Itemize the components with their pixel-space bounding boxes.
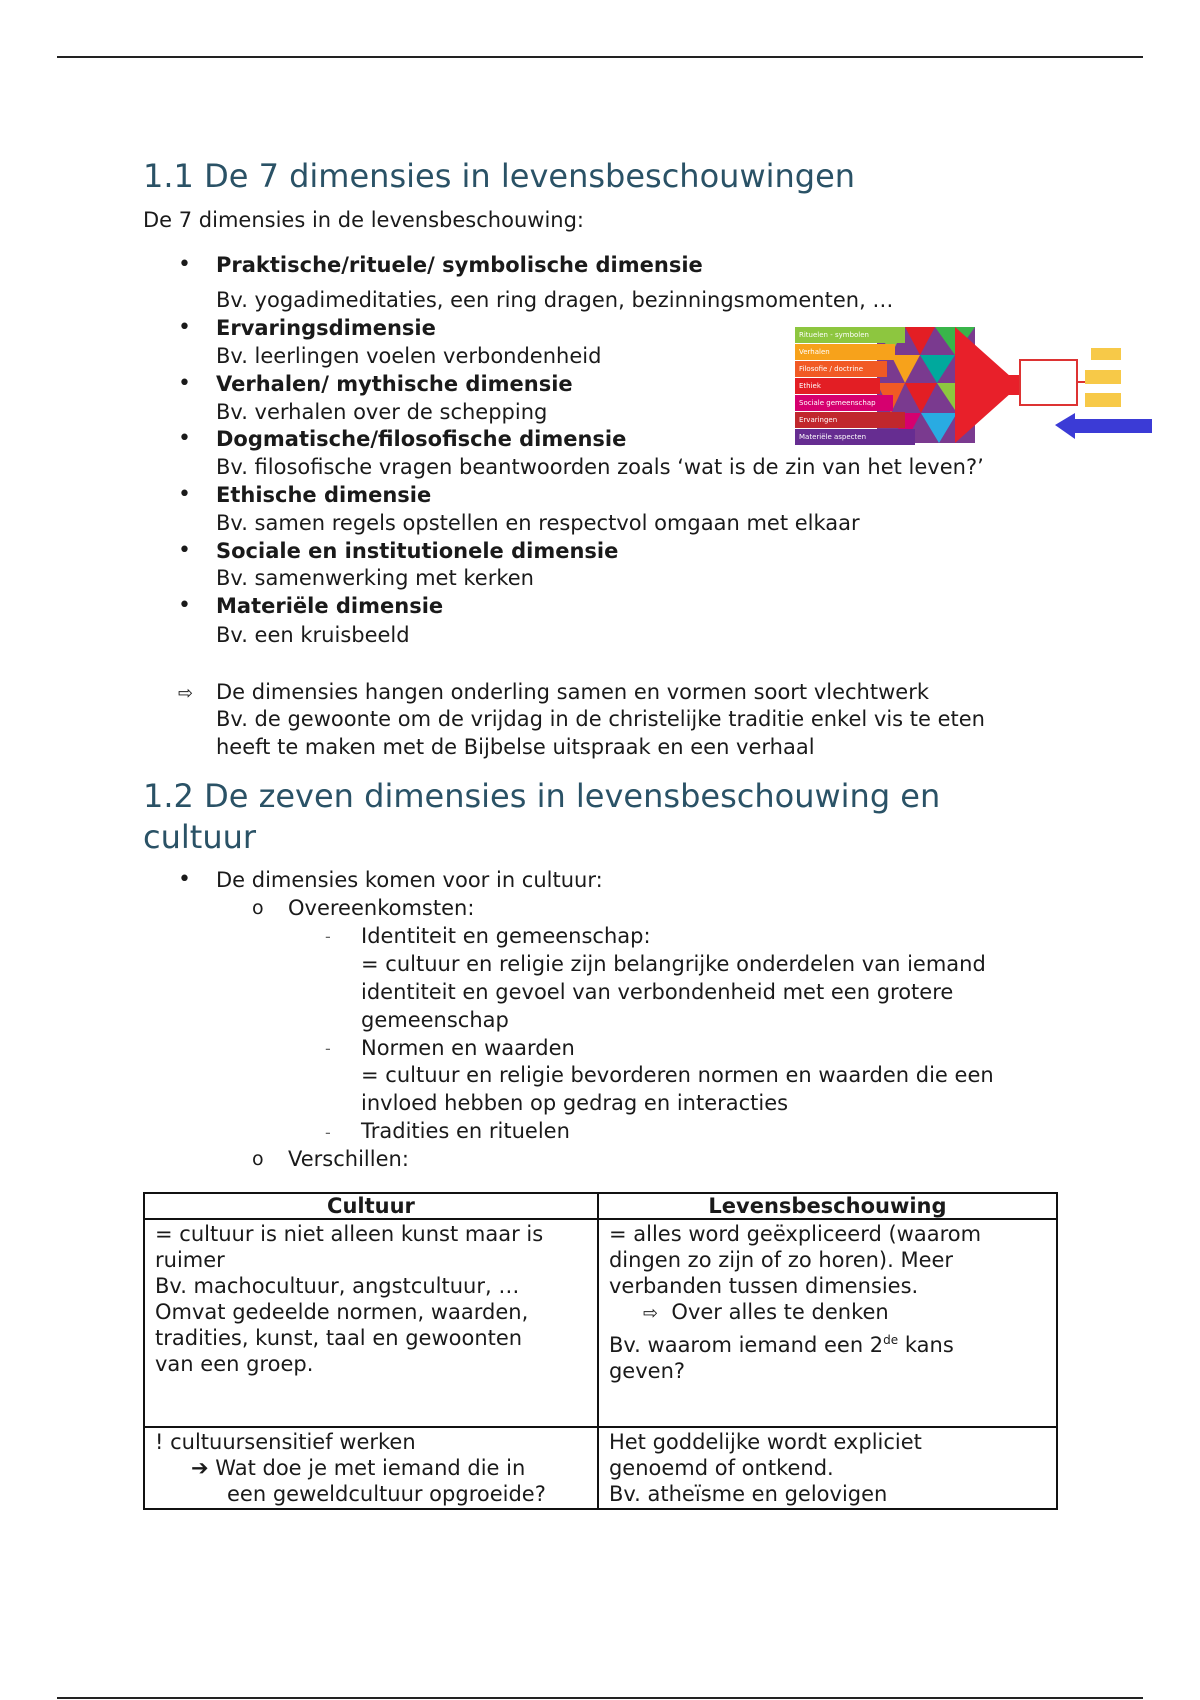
cell-line: verbanden tussen dimensies. xyxy=(608,1274,919,1298)
cell-line: van een groep. xyxy=(155,1352,314,1376)
diagram-label: Ethiek xyxy=(795,378,880,394)
cell-line: = alles word geëxpliceerd (waarom xyxy=(608,1222,982,1246)
cell-line: ! cultuursensitief werken xyxy=(155,1430,416,1454)
cell-line: een geweldcultuur opgroeide? xyxy=(227,1482,546,1506)
comparison-table xyxy=(143,1192,1058,1510)
diagram-label: Sociale gemeenschap xyxy=(795,395,893,411)
bullet-dot: • xyxy=(178,426,191,451)
ordinal-suffix: de xyxy=(883,1333,899,1347)
diagram-label: Filosofie / doctrine xyxy=(795,361,887,377)
dimension-example: Bv. leerlingen voelen verbondenheid xyxy=(216,344,602,368)
similarities-label: Overeenkomsten: xyxy=(288,896,475,920)
section-2-heading: 1.2 De zeven dimensies in levensbeschouwing en xyxy=(143,777,941,815)
cell-line: = cultuur is niet alleen kunst maar is xyxy=(155,1222,544,1246)
point-text: identiteit en gevoel van verbondenheid met een grotere xyxy=(361,980,954,1004)
bullet-circle: o xyxy=(252,897,264,919)
cell-line: dingen zo zijn of zo horen). Meer xyxy=(608,1248,954,1272)
point-title: Normen en waarden xyxy=(361,1036,575,1060)
cell-line xyxy=(609,1327,1046,1358)
hollow-arrow-icon: ⇨ xyxy=(642,1303,659,1324)
dimension-title: Verhalen/ mythische dimensie xyxy=(216,372,573,396)
dimension-title: Praktische/rituele/ symbolische dimensie xyxy=(216,253,703,277)
cell-line xyxy=(155,1455,587,1481)
bullet-dot: • xyxy=(178,371,191,396)
bullet-dot: • xyxy=(178,538,191,563)
cell-text: kans xyxy=(898,1333,954,1357)
section-1-intro: De 7 dimensies in de levensbeschouwing: xyxy=(143,208,584,232)
cell-line: Omvat gedeelde normen, waarden, xyxy=(155,1300,529,1324)
point-text: = cultuur en religie zijn belangrijke onderdelen van iemand xyxy=(361,952,986,976)
table-cell xyxy=(598,1219,1057,1427)
cell-text: Bv. waarom iemand een 2 xyxy=(608,1333,884,1357)
diagram-label: Rituelen - symbolen xyxy=(795,327,905,343)
bullet-dot: • xyxy=(178,482,191,507)
section-2-bullet: De dimensies komen voor in cultuur: xyxy=(216,868,603,892)
point-text: invloed hebben op gedrag en interacties xyxy=(361,1091,789,1115)
cell-line: ruimer xyxy=(155,1248,225,1272)
dimension-title: Sociale en institutionele dimensie xyxy=(216,539,619,563)
dimension-title: Materiële dimensie xyxy=(216,594,444,618)
conclusion-line: De dimensies hangen onderling samen en vormen soort vlechtwerk xyxy=(216,680,929,704)
section-1-heading: 1.1 De 7 dimensies in levensbeschouwingen xyxy=(143,157,856,195)
cell-line: Bv. machocultuur, angstcultuur, … xyxy=(155,1274,520,1298)
cell-line: Het goddelijke wordt expliciet xyxy=(608,1430,922,1454)
cell-text: Wat doe je met iemand die in xyxy=(215,1456,526,1480)
table-row xyxy=(144,1219,1057,1427)
bold-arrow-icon: ➔ xyxy=(191,1456,209,1480)
section-2-heading-cont: cultuur xyxy=(143,818,257,856)
dimension-example: Bv. verhalen over de schepping xyxy=(216,400,548,424)
point-text: = cultuur en religie bevorderen normen en waarden die een xyxy=(361,1063,994,1087)
bullet-dash: - xyxy=(325,927,331,946)
differences-label: Verschillen: xyxy=(288,1147,409,1171)
bullet-dash: - xyxy=(325,1039,331,1058)
cell-line xyxy=(609,1299,1046,1327)
cell-line: geven? xyxy=(608,1359,686,1383)
conclusion-arrow-icon: ⇨ xyxy=(178,683,194,704)
cell-line: Bv. atheïsme en gelovigen xyxy=(608,1482,888,1506)
cell-line: genoemd of ontkend. xyxy=(608,1456,834,1480)
table-cell xyxy=(144,1219,598,1427)
point-title: Tradities en rituelen xyxy=(361,1119,570,1143)
diagram-label: Verhalen xyxy=(795,344,895,360)
header-rule xyxy=(57,56,1143,58)
bullet-dot: • xyxy=(178,252,191,277)
bullet-dash: - xyxy=(325,1123,331,1142)
table-row xyxy=(144,1427,1057,1509)
table-header-row xyxy=(144,1193,1057,1219)
conclusion-line: heeft te maken met de Bijbelse uitspraak en een verhaal xyxy=(216,735,815,759)
cell-line: tradities, kunst, taal en gewoonten xyxy=(155,1326,523,1350)
footer-rule xyxy=(57,1697,1143,1699)
dimension-example: Bv. een kruisbeeld xyxy=(216,623,410,647)
column-header-worldview: Levensbeschouwing xyxy=(598,1193,1057,1219)
dimension-example: Bv. filosofische vragen beantwoorden zoals ‘wat is de zin van het leven?’ xyxy=(216,455,984,479)
dimension-example: Bv. yogadimeditaties, een ring dragen, bezinningsmomenten, … xyxy=(216,288,894,312)
bullet-dot: • xyxy=(178,593,191,618)
bullet-dot: • xyxy=(178,867,191,892)
dimensions-diagram xyxy=(795,325,1155,450)
dimension-title: Ervaringsdimensie xyxy=(216,316,436,340)
dimension-example: Bv. samenwerking met kerken xyxy=(216,566,534,590)
column-header-culture: Cultuur xyxy=(144,1193,598,1219)
bullet-circle: o xyxy=(252,1148,264,1170)
bullet-dot: • xyxy=(178,315,191,340)
point-title: Identiteit en gemeenschap: xyxy=(361,924,651,948)
dimension-example: Bv. samen regels opstellen en respectvol omgaan met elkaar xyxy=(216,511,860,535)
diagram-label: Materiële aspecten xyxy=(795,429,915,445)
conclusion-line: Bv. de gewoonte om de vrijdag in de christelijke traditie enkel vis te eten xyxy=(216,707,985,731)
table-cell xyxy=(598,1427,1057,1509)
dimension-title: Ethische dimensie xyxy=(216,483,432,507)
cell-text: Over alles te denken xyxy=(671,1300,889,1324)
point-text: gemeenschap xyxy=(361,1008,509,1032)
diagram-label: Ervaringen xyxy=(795,412,905,428)
dimension-title: Dogmatische/filosofische dimensie xyxy=(216,427,627,451)
table-cell xyxy=(144,1427,598,1509)
